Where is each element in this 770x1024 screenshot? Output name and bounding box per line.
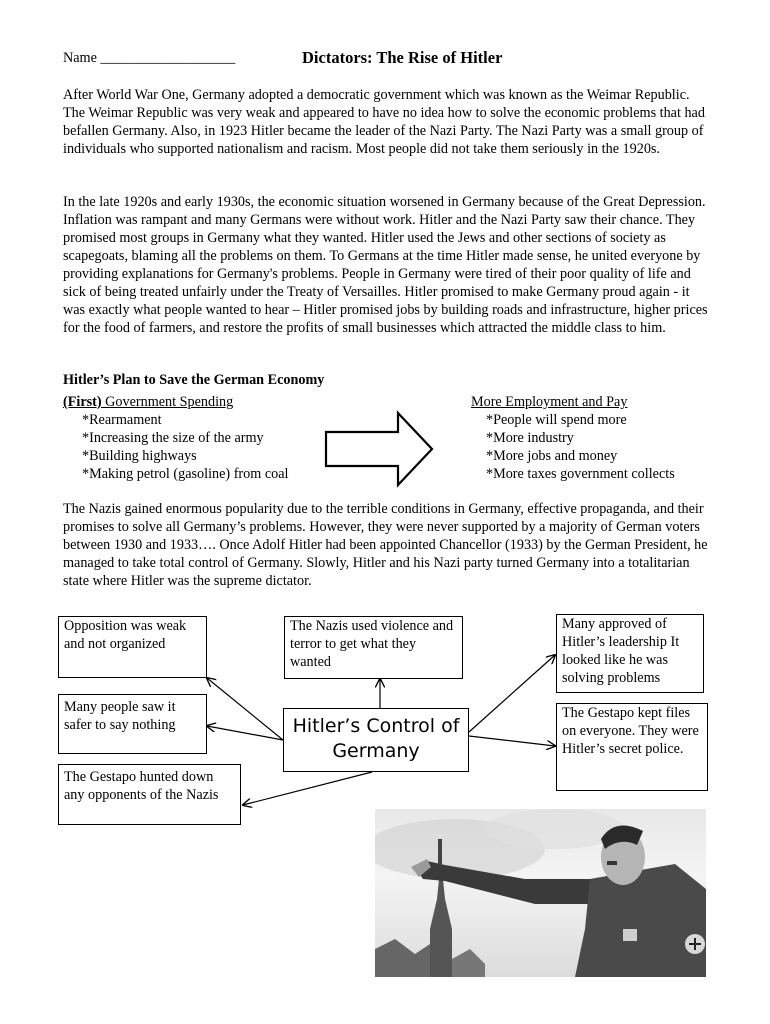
page-title: Dictators: The Rise of Hitler xyxy=(302,48,503,67)
list-item: *Making petrol (gasoline) from coal xyxy=(82,466,289,482)
list-item: *More jobs and money xyxy=(486,448,618,464)
list-item: *Building highways xyxy=(82,448,197,464)
diagram-center-title: Hitler’s Control of Germany xyxy=(283,708,469,772)
arrow-to-opposition xyxy=(207,678,283,740)
intro-paragraph: After World War One, Germany adopted a democratic government which was known as the Weimar Republic. The Weimar Republic was very weak and appeared to have no idea how to solve the economic problems that had befallen Germany. Also, in 1923 Hitler became the leader of the Nazi Party. The Nazi Party was a small group of individuals who supported nationalism and racism. Most people did not take them seriously in the 1920s. xyxy=(63,87,705,157)
arrow-to-gestapo-hunted xyxy=(243,772,372,805)
arrow-to-approved xyxy=(469,655,555,732)
box-silence: Many people saw it safer to say nothing xyxy=(58,694,207,754)
popularity-paragraph: The Nazis gained enormous popularity due to the terrible conditions in Germany, effective propaganda, and their promises to solve all Germany’s problems. However, they were never supported by a majority of German voters between 1930 and 1933…. Once Adolf Hitler had been appointed Chancellor (1933) by the German President, he managed to take total control of Germany. Slowly, Hitler and his Nazi party turned Germany into a totalitarian state where Hitler was the supreme dictator. xyxy=(63,501,708,589)
box-violence: The Nazis used violence and terror to get what they wanted xyxy=(284,616,463,679)
name-field-label: Name ___________________ xyxy=(63,50,236,66)
arrow-to-silence xyxy=(207,726,283,740)
employment-list xyxy=(471,393,731,483)
box-gestapo-hunted: The Gestapo hunted down any opponents of the Nazis xyxy=(58,764,241,825)
government-spending-heading: (First) Government Spending xyxy=(63,394,234,410)
list-item: *More industry xyxy=(486,430,574,446)
box-opposition: Opposition was weak and not organized xyxy=(58,616,207,678)
list-item: *Rearmament xyxy=(82,412,162,428)
plan-heading: Hitler’s Plan to Save the German Economy xyxy=(63,372,325,388)
box-approved: Many approved of Hitler’s leadership It looked like he was solving problems xyxy=(556,614,704,693)
arrow-to-gestapo-files xyxy=(469,736,555,746)
employment-heading: More Employment and Pay xyxy=(471,394,628,410)
hitler-salute-photo xyxy=(375,809,706,977)
list-item: *More taxes government collects xyxy=(486,466,675,482)
box-gestapo-files: The Gestapo kept files on everyone. They were Hitler’s secret police. xyxy=(556,703,708,791)
right-arrow-icon xyxy=(326,413,432,485)
list-item: *Increasing the size of the army xyxy=(82,430,264,446)
list-item: *People will spend more xyxy=(486,412,627,428)
depression-paragraph: In the late 1920s and early 1930s, the economic situation worsened in Germany because of the Great Depression. Inflation was rampant and many Germans were without work. Hitler and the Nazi Party saw their chance. They promised most groups in Germany what they wanted. Hitler used the Jews and other sections of society as scapegoats, blaming all the problems on them. To Germans at the time Hitler made sense, he united everyone by providing explanations for Germany's problems. People in Germany were tired of their poor quality of life and sick of being treated unfairly under the Treaty of Versailles. Hitler promised to make Germany proud again - it was exactly what people wanted to hear – Hitler promised jobs by building roads and infrastructure, higher prices for the food of farmers, and restore the profits of small businesses which attracted the middle class to him. xyxy=(63,194,708,336)
